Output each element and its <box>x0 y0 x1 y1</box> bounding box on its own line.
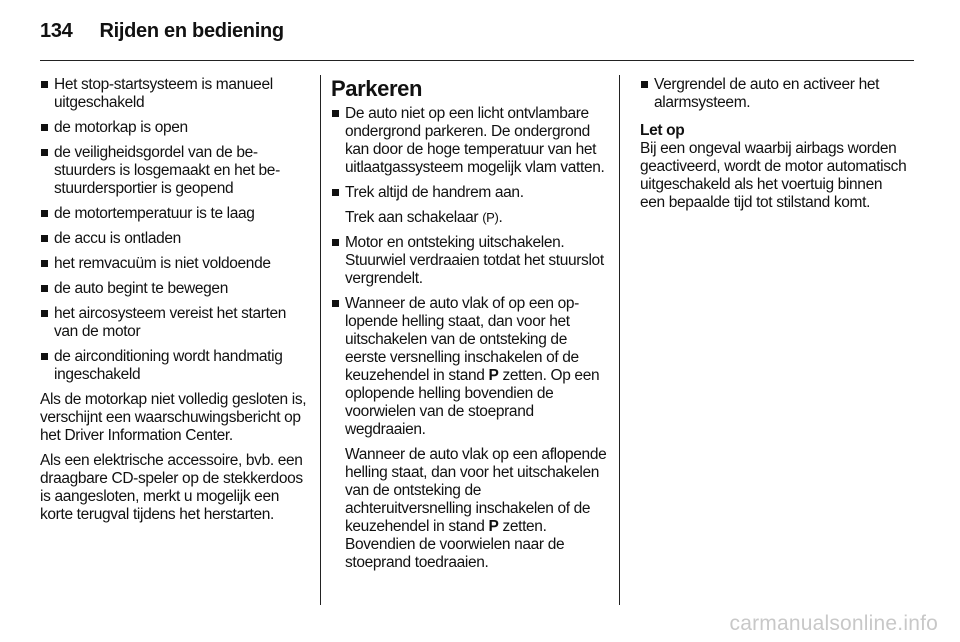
square-bullet-icon <box>641 81 648 88</box>
paragraph: Als een elektrische accessoire, bvb. een draagbare CD-speler op de stekkerdoos is aangesloten, merkt u mogelijk een korte terugval tijdens het herstarten. <box>40 452 303 523</box>
square-bullet-icon <box>41 235 48 242</box>
square-bullet-icon <box>41 81 48 88</box>
header-rule <box>40 60 914 61</box>
list-item: De auto niet op een licht ontvlambare ondergrond parkeren. De ondergrond kan door de hoge temperatuur van het uitlaatgassysteem mogelijk vlam vatten. <box>331 105 607 177</box>
parking-brake-icon: (P) <box>482 210 499 225</box>
list-item: Trek altijd de handrem aan. Trek aan schakelaar (P). <box>331 184 607 227</box>
list-item: Het stop-startsysteem is manueel uitgeschakeld <box>40 76 308 112</box>
condition-list <box>40 76 308 384</box>
square-bullet-icon <box>332 110 339 117</box>
list-item: het remvacuüm is niet voldoende <box>40 255 308 273</box>
list-item: de accu is ontladen <box>40 230 308 248</box>
column-3 <box>640 76 908 219</box>
list-item: de auto begint te bewegen <box>40 280 308 298</box>
list-item: de airconditioning wordt handmatig ingeschakeld <box>40 348 308 384</box>
column-1 <box>40 76 308 531</box>
square-bullet-icon <box>41 124 48 131</box>
downhill-instruction: Wanneer de auto vlak op een aflopende helling staat, dan voor het uitschakelen van de ontsteking de achteruitversnelling inschakelen of de keuzehendel in stand P zetten. Bovendien de voorwielen naar de stoeprand toedraaien. <box>345 446 607 571</box>
paragraph: Als de motorkap niet volledig gesloten is, verschijnt een waarschuwingsbericht op het Driver Information Center. <box>40 391 307 444</box>
lock-list <box>640 76 908 112</box>
list-item: Motor en ontsteking uitschakelen. Stuurwiel verdraaien totdat het stuurslot vergrendelt. <box>331 234 607 288</box>
square-bullet-icon <box>41 353 48 360</box>
note-text: Bij een ongeval waarbij airbags worden geactiveerd, wordt de motor automatisch uitgeschakeld als het voertuig binnen een bepaalde tijd tot stilstand komt. <box>640 140 907 211</box>
page-header <box>40 20 284 48</box>
column-2 <box>331 77 607 579</box>
column-divider-1 <box>320 75 321 605</box>
square-bullet-icon <box>41 210 48 217</box>
square-bullet-icon <box>41 260 48 267</box>
parking-heading: Parkeren <box>331 76 422 101</box>
parking-list <box>331 105 607 572</box>
square-bullet-icon <box>41 310 48 317</box>
column-divider-2 <box>619 75 620 605</box>
list-item: Wanneer de auto vlak of op een oplopende helling staat, dan voor het uitschakelen van de ontsteking de eerste versnelling inschakelen of de keuzehendel in stand P zetten. Op een oplopende helling bovendien de voorwielen van de stoeprand wegdraaien. Wanneer de auto vlak op een aflopende helling staat, dan voor het uitschakelen van de ontsteking de achteruitversnelling inschakelen of de keuzehendel in stand P zetten. Bovendien de voorwielen naar de stoeprand toedraaien. <box>331 295 607 572</box>
note-heading: Let op <box>640 122 685 139</box>
square-bullet-icon <box>41 149 48 156</box>
section-title: Rijden en bediening <box>99 20 284 42</box>
square-bullet-icon <box>332 189 339 196</box>
list-item: het aircosysteem vereist het starten van de motor <box>40 305 308 341</box>
page-number: 134 <box>40 20 73 42</box>
watermark: carmanualsonline.info <box>729 612 938 635</box>
list-item: de motortemperatuur is te laag <box>40 205 308 223</box>
gear-position-p: P <box>488 367 499 384</box>
list-item: de motorkap is open <box>40 119 308 137</box>
gear-position-p: P <box>488 518 499 535</box>
square-bullet-icon <box>332 239 339 246</box>
square-bullet-icon <box>332 300 339 307</box>
handbrake-instruction: Trek aan schakelaar (P). <box>345 209 503 226</box>
list-item: de veiligheidsgordel van de bestuurders is losgemaakt en het bestuurdersportier is geopend <box>40 144 308 198</box>
square-bullet-icon <box>41 285 48 292</box>
list-item: Vergrendel de auto en activeer het alarmsysteem. <box>640 76 908 112</box>
